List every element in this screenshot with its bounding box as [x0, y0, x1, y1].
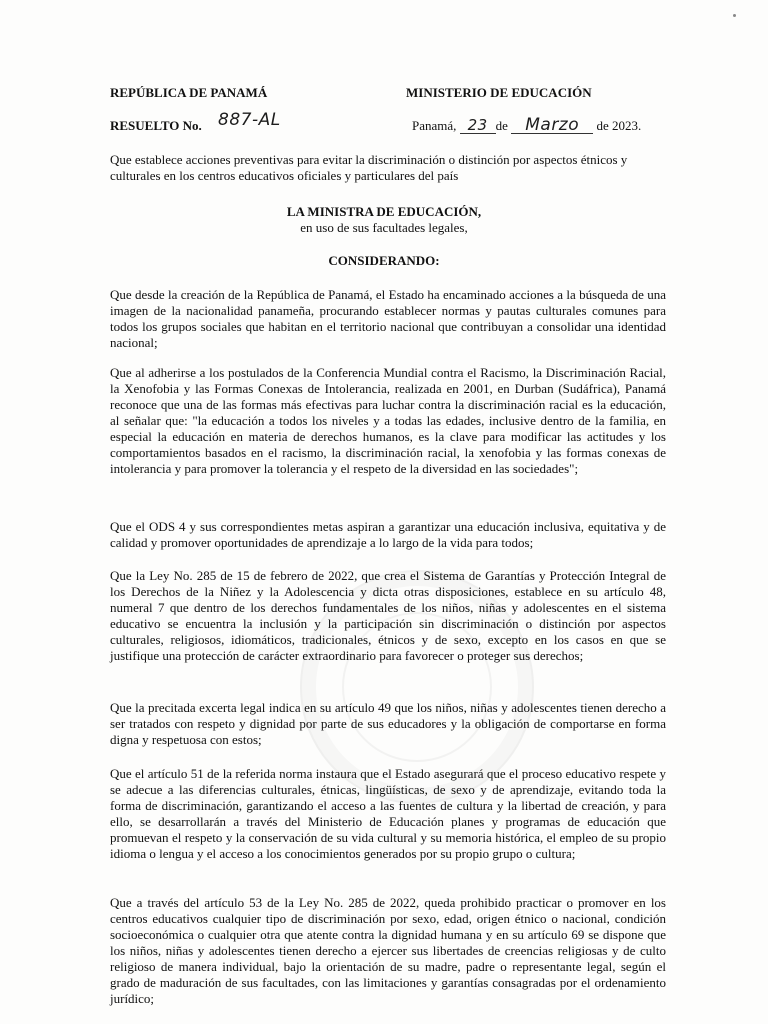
authority-title: LA MINISTRA DE EDUCACIÓN, [286, 204, 482, 219]
paragraph-2: Que al adherirse a los postulados de la Conferencia Mundial contra el Racismo, la Discriminación Racial, la Xenofobia y las Formas Conexas de Intolerancia, realizada en 2001, en Durban (Sudáfrica), Panamá reconoce que una de las formas más efectivas para luchar contra la discriminación racial es la educación, al señalar que: "la educación a todos los niveles y a todas las edades, inclusive dentro de la familia, en especial la educación en materia de derechos humanos, es la clave para modificar las actitudes y los comportamientos basados en el racismo, la discriminación racial, la xenofobia y las formas conexas de intolerancia y para promover la tolerancia y el respeto de la diversidad en las sociedades"; [110, 365, 666, 476]
republic-title: REPÚBLICA DE PANAMÁ [110, 85, 268, 100]
paragraph-7: Que a través del artículo 53 de la Ley No. 285 de 2022, queda prohibido practicar o promover en los centros educativos cualquier tipo de discriminación por sexo, edad, origen étnico o nacional, condición socioeconómica o cualquier otra que atente contra la dignidad humana y en su artículo 69 se dispone que los niños, niñas y adolescentes tienen derecho a ejercer sus libertades de creencias religiosas y de culto religioso de manera individual, bajo la orientación de su madre, padre o representante legal, según el grado de maduración de sus facultades, con las limitaciones y garantías consagradas por el ordenamiento jurídico; [110, 895, 666, 1006]
date-year: de 2023. [596, 118, 642, 133]
resolution-subject: Que establece acciones preventivas para evitar la discriminación o distinción por aspectos étnicos y culturales en los centros educativos oficiales y particulares del país [110, 152, 628, 183]
place-date [412, 117, 641, 134]
date-de: de [495, 118, 508, 133]
paragraph-4: Que la Ley No. 285 de 15 de febrero de 2022, que crea el Sistema de Garantías y Protección Integral de los Derechos de la Niñez y la Adolescencia y dicta otras disposiciones, establece en su artículo 48, numeral 7 que dentro de los derechos fundamentales de los niños, niñas y adolescentes en el sistema educativo se encuentra la inclusión y la participación sin discriminación o distinción por aspectos culturales, religiosos, idiomáticos, tradicionales, étnicos y de sexo, excepto en los casos en que se justifique una protección de carácter extraordinario para favorecer o proteger sus derechos; [110, 568, 666, 663]
paragraph-6: Que el artículo 51 de la referida norma instaura que el Estado asegurará que el proceso educativo respete y se adecue a las diferencias culturales, étnicas, lingüísticas, de sexo y de aprendizaje, evitando toda la forma de discriminación, garantizando el acceso a las fuentes de cultura y la libertad de creación, y para ello, se desarrollarán a través del Ministerio de Educación planes y programas de educación que promuevan el respeto y la conservación de su vida cultural y su memoria histórica, el empleo de su propio idioma o lengua y el acceso a los conocimientos generados por su propio grupo o cultura; [110, 766, 666, 861]
date-day-handwritten: 23 [460, 117, 496, 134]
place-prefix: Panamá, [412, 118, 457, 133]
ministry-title: MINISTERIO DE EDUCACIÓN [406, 85, 592, 100]
considerando-heading: CONSIDERANDO: [328, 253, 440, 268]
resolution-label: RESUELTO No. [110, 118, 202, 133]
date-month-handwritten: Marzo [511, 117, 593, 134]
resolution-number-field [218, 112, 281, 129]
authority-subtitle: en uso de sus facultades legales, [300, 220, 468, 235]
paragraph-3: Que el ODS 4 y sus correspondientes metas aspiran a garantizar una educación inclusiva, equitativa y de calidad y promover oportunidades de aprendizaje a lo largo de la vida para todos; [110, 519, 666, 550]
scan-speck [733, 14, 736, 17]
paragraph-5: Que la precitada excerta legal indica en su artículo 49 que los niños, niñas y adolescentes tienen derecho a ser tratados con respeto y dignidad por parte de sus educadores y la obligación de comportarse en forma digna y respetuosa con estos; [110, 700, 666, 747]
paragraph-1: Que desde la creación de la República de Panamá, el Estado ha encaminado acciones a la búsqueda de una imagen de la nacionalidad panameña, procurando establecer normas y pautas culturales comunes para todos los grupos sociales que habitan en el territorio nacional que contribuyan a consolidar una identidad nacional; [110, 287, 666, 350]
resolution-number-handwritten: 887-AL [218, 110, 281, 130]
